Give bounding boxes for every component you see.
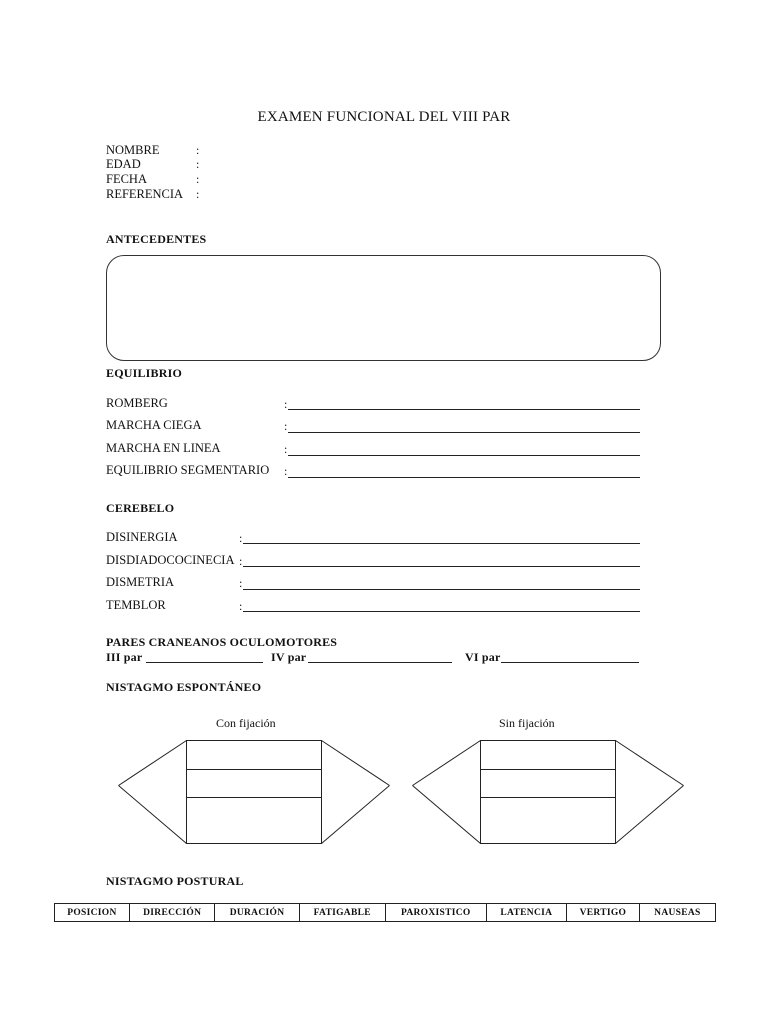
nombre-label: NOMBRE: [106, 143, 160, 157]
nistagmo-postural-table: [54, 903, 716, 922]
referencia-colon: :: [196, 187, 200, 201]
fecha-colon: :: [196, 172, 200, 186]
temblor-label: TEMBLOR: [106, 598, 166, 612]
edad-colon: :: [196, 157, 200, 171]
disdiadococinecia-label: DISDIADOCOCINECIA: [106, 553, 235, 567]
col-vertigo: VERTIGO: [567, 904, 640, 922]
disinergia-label: DISINERGIA: [106, 530, 178, 544]
sin-fijacion-diagram: [413, 741, 684, 844]
page-title: EXAMEN FUNCIONAL DEL VIII PAR: [257, 109, 511, 125]
iii-par-label: III par: [106, 650, 143, 664]
romberg-colon: :: [284, 397, 288, 411]
nistagmo-espontaneo-heading: NISTAGMO ESPONTÁNEO: [106, 680, 262, 694]
col-direccion: DIRECCIÓN: [129, 904, 215, 922]
col-paroxistico: PAROXISTICO: [385, 904, 486, 922]
edad-label: EDAD: [106, 157, 141, 171]
marcha-ciega-colon: :: [284, 419, 288, 433]
table-header-row: [55, 904, 716, 922]
dismetria-label: DISMETRIA: [106, 575, 175, 589]
dismetria-colon: :: [239, 576, 243, 590]
con-fijacion-caption: Con fijación: [216, 716, 276, 730]
equilibrio-segmentario-label: EQUILIBRIO SEGMENTARIO: [106, 463, 270, 477]
marcha-en-linea-colon: :: [284, 442, 288, 456]
con-fijacion-diagram: [119, 741, 390, 844]
antecedentes-heading: ANTECEDENTES: [106, 232, 207, 246]
disinergia-colon: :: [239, 531, 243, 545]
cerebelo-heading: CEREBELO: [106, 501, 175, 515]
col-latencia: LATENCIA: [486, 904, 566, 922]
romberg-label: ROMBERG: [106, 396, 168, 410]
disdiadococinecia-colon: :: [239, 554, 243, 568]
marcha-ciega-label: MARCHA CIEGA: [106, 418, 202, 432]
equilibrio-segmentario-colon: :: [284, 464, 288, 478]
equilibrio-heading: EQUILIBRIO: [106, 366, 183, 380]
nombre-colon: :: [196, 143, 200, 157]
col-duracion: DURACIÓN: [215, 904, 299, 922]
col-nauseas: NAUSEAS: [639, 904, 715, 922]
sin-fijacion-caption: Sin fijación: [499, 716, 555, 730]
pares-heading: PARES CRANEANOS OCULOMOTORES: [106, 635, 338, 649]
col-fatigable: FATIGABLE: [299, 904, 385, 922]
iv-par-label: IV par: [271, 650, 307, 664]
temblor-colon: :: [239, 599, 243, 613]
col-posicion: POSICION: [55, 904, 130, 922]
marcha-en-linea-label: MARCHA EN LINEA: [106, 441, 221, 455]
nistagmo-postural-heading: NISTAGMO POSTURAL: [106, 874, 244, 888]
fecha-label: FECHA: [106, 172, 147, 186]
referencia-label: REFERENCIA: [106, 187, 184, 201]
vi-par-label: VI par: [465, 650, 501, 664]
